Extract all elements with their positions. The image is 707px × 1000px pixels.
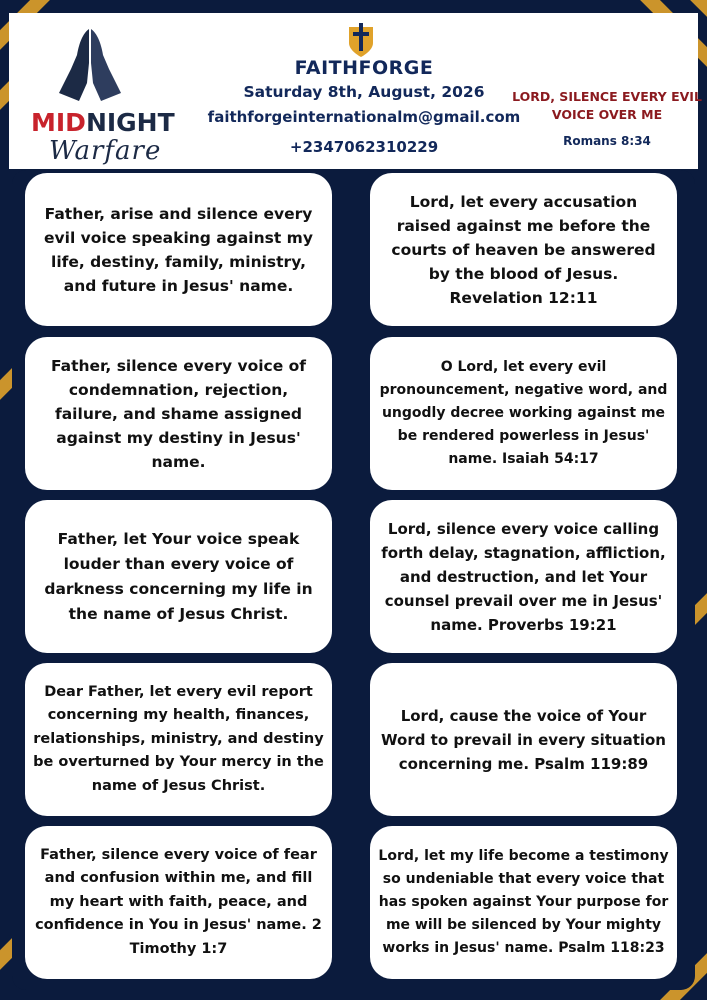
prayer-text: Father, silence every voice of fear and confusion within me, and fill my heart with faith, peace, and confidence in You in Jesus' name. 2 Timothy 1:7 [35,846,322,957]
prayer-text: Father, silence every voice of condemnation, rejection, failure, and shame assigned against my destiny in Jesus' name. [50,356,307,471]
logo-wordmark [31,108,175,137]
prayer-text: Father, arise and silence every evil voice speaking against my life, destiny, family, ministry, and future in Jesus' name. [44,204,313,295]
prayer-card-7 [25,663,332,816]
prayer-card-8 [370,663,677,816]
prayer-card-6 [370,500,677,653]
header-banner [9,13,702,169]
prayer-card-4 [370,337,677,490]
prayer-text: Lord, let every accusation raised against me before the courts of heaven be answered by the blood of Jesus. Revelation 12:11 [391,192,656,307]
prayer-text: Father, let Your voice speak louder than every voice of darkness concerning my life in the name of Jesus Christ. [44,529,313,623]
contact-email[interactable]: faithforgeinternationalm@gmail.com [207,108,521,126]
midnight-warfare-logo [19,23,175,166]
prayer-card-3 [25,337,332,490]
praying-hands-icon [49,23,129,105]
prayer-text: Dear Father, let every evil report concerning my health, finances, relationships, ministry, and destiny be overturned by Your mercy in the name of Jesus Christ. [33,683,324,794]
contact-phone[interactable]: +2347062310229 [289,138,439,156]
prayer-card-9 [25,826,332,979]
prayer-card-1 [25,173,332,326]
prayer-card-10 [370,826,677,979]
prayer-text: O Lord, let every evil pronouncement, negative word, and ungodly decree working against me be rendered powerless in Jesus' name. Isaiah 54:17 [379,359,668,467]
logo-mid-text: MID [31,108,86,137]
brand-title: FAITHFORGE [294,57,434,79]
prayer-text: Lord, silence every voice calling forth delay, stagnation, affliction, and destruction, and let Your counsel prevail over me in Jesus' name. Proverbs 19:21 [381,519,666,634]
logo-night-text: NIGHT [85,108,175,137]
prayer-card-5 [25,500,332,653]
prayer-text: Lord, let my life become a testimony so undeniable that every voice that has spoken against Your purpose for me will be silenced by Your mighty works in Jesus' name. Psalm 118:23 [378,848,669,956]
event-date: Saturday 8th, August, 2026 [243,83,485,101]
theme-scripture: Romans 8:34 [563,134,651,148]
logo-warfare-text: Warfare [49,136,162,166]
cross-shield-icon [344,21,378,59]
prayer-theme: LORD, SILENCE EVERY EVIL VOICE OVER ME [512,89,702,122]
prayer-text: Lord, cause the voice of Your Word to prevail in every situation concerning me. Psalm 119:89 [381,706,666,773]
prayer-card-2 [370,173,677,326]
